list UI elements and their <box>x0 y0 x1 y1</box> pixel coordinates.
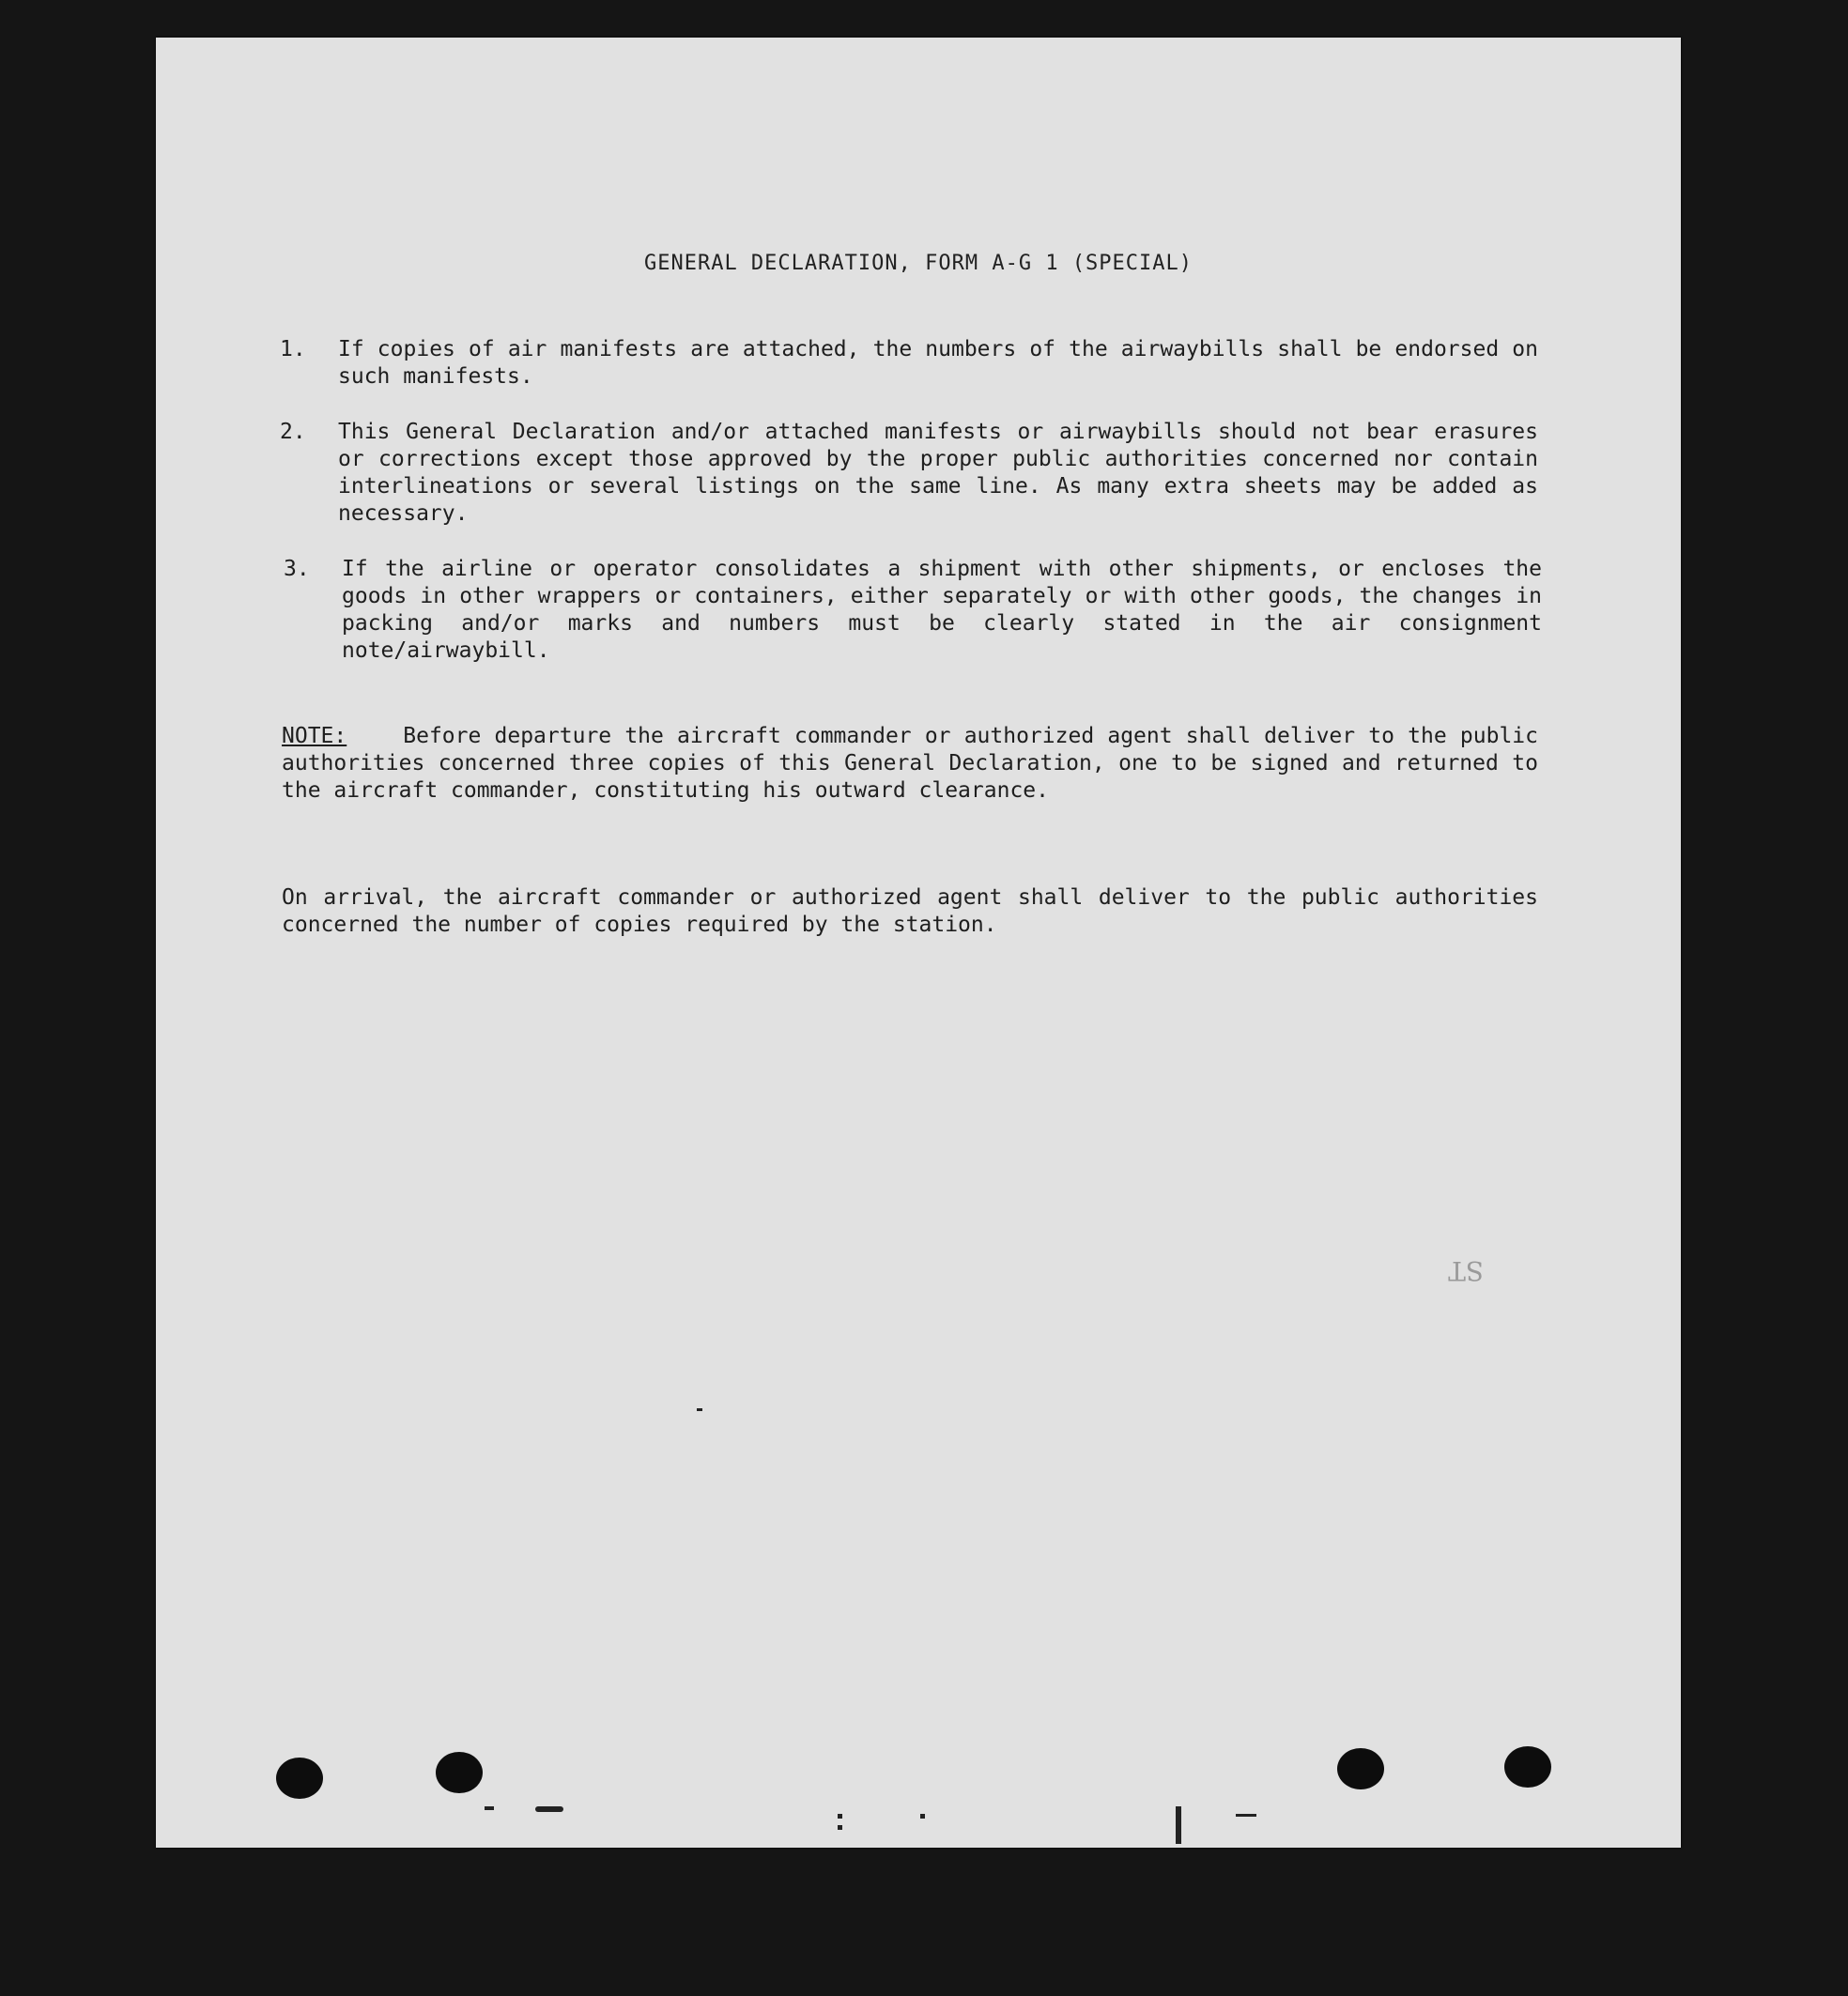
note-text: Before departure the aircraft commander or authorized agent shall deliver to the public authorities concerned three copies of this General Declaration, one to be signed and returned to the aircraft commander, constituting his outward clearance. <box>282 724 1538 803</box>
scan-speck <box>1176 1806 1181 1844</box>
item-text: If the airline or operator consolidates a shipment with other shipments, or encloses the goods in other wrappers or containers, either separately or with other goods, the changes in packing and/or marks and numbers must be clearly stated in the air consignment note/airwaybill. <box>342 557 1542 663</box>
scan-speck <box>535 1806 563 1812</box>
note-label: NOTE: <box>282 724 347 748</box>
item-number: 1. <box>280 337 306 361</box>
scan-speck <box>838 1825 842 1830</box>
scan-speck <box>838 1814 842 1819</box>
punch-hole-right-1 <box>1337 1748 1384 1789</box>
scan-speck <box>1236 1814 1256 1817</box>
instruction-item-3 <box>284 556 1542 665</box>
scan-speck <box>697 1408 702 1411</box>
document-title: GENERAL DECLARATION, FORM A-G 1 (SPECIAL) <box>643 252 1194 275</box>
punch-hole-left-1 <box>276 1758 323 1799</box>
scan-speck <box>485 1806 494 1810</box>
item-text: This General Declaration and/or attached manifests or airwaybills should not bear erasures or corrections except those approved by the proper public authorities concerned nor contain interlineations or several listings on the same line. As many extra sheets may be added as necessary. <box>338 420 1538 526</box>
arrival-paragraph: On arrival, the aircraft commander or authorized agent shall deliver to the public authorities concerned the number of copies required by the station. <box>282 885 1538 937</box>
document-page <box>156 38 1681 1848</box>
punch-hole-right-2 <box>1504 1746 1551 1788</box>
item-text: If copies of air manifests are attached, the numbers of the airwaybills shall be endorsed on such manifests. <box>338 337 1538 389</box>
item-number: 3. <box>284 557 310 581</box>
instruction-item-1 <box>280 336 1538 391</box>
departure-note <box>282 723 1538 805</box>
punch-hole-left-2 <box>436 1752 483 1793</box>
scan-speck <box>920 1814 925 1819</box>
stray-mark: ST <box>1448 1255 1484 1286</box>
item-number: 2. <box>280 420 306 444</box>
instruction-item-2 <box>280 419 1538 528</box>
